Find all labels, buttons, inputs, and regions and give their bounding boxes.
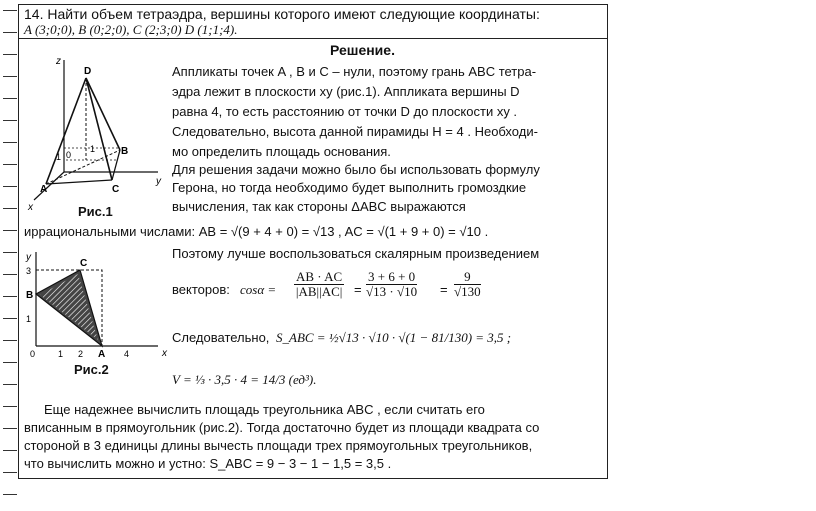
fig1-label-x: x (28, 202, 33, 212)
fig2-label-x: x (162, 348, 167, 359)
ruler-tick (3, 186, 17, 187)
ruler-tick (3, 274, 17, 275)
problem-statement: 14. Найти объем тетраэдра, вершины которого имеют следующие координаты: (24, 6, 540, 22)
text-line: эдра лежит в плоскости xy (рис.1). Аппликата вершины D (172, 84, 520, 99)
solution-heading: Решение. (330, 42, 395, 58)
ruler-tick (3, 76, 17, 77)
fig1-label-one: 1 (90, 144, 96, 154)
figure-2-caption: Рис.2 (74, 362, 109, 377)
text-line: равна 4, то есть расстоянию от точки D до плоскости xy . (172, 104, 518, 119)
fig2-tick-1: 1 (26, 314, 32, 324)
cos-result-denominator: √130 (454, 284, 481, 299)
volume-formula: V = ⅓ · 3,5 · 4 = 14/3 (ед³). (172, 372, 317, 387)
fig2-tick-3: 3 (26, 266, 32, 276)
ruler-tick (3, 10, 17, 11)
fig2-label-b: B (26, 290, 34, 301)
fig1-label-y: y (156, 176, 161, 187)
cos-fraction-1 (294, 270, 344, 299)
fig2-label-y: y (26, 252, 31, 263)
fig1-label-origin: 0 (66, 150, 72, 160)
area-formula: S_ABC = ½√13 · √10 · √(1 − 81/130) = 3,5 ; (276, 330, 512, 345)
fig2-tick-1: 1 (58, 349, 64, 359)
ruler-tick (3, 296, 17, 297)
ruler-tick (3, 406, 17, 407)
fig2-tick-0: 0 (30, 349, 36, 359)
ruler-tick (3, 208, 17, 209)
fig1-label-one: 1 (56, 152, 62, 162)
ruler-tick (3, 384, 17, 385)
ruler-tick (3, 450, 17, 451)
text-line: что вычислить можно и устно: S_ABC = 9 − 3 − 1 − 1,5 = 3,5 . (24, 456, 392, 471)
text-line: Герона, но тогда необходимо будет выполнить громоздкие (172, 180, 527, 195)
ruler-tick (3, 120, 17, 121)
cos-mid-numerator: 3 + 6 + 0 (368, 269, 416, 284)
text-line: мо определить площадь основания. (172, 144, 391, 159)
fig1-label-b: B (121, 146, 129, 157)
ruler-tick (3, 142, 17, 143)
text-line: вписанным в прямоугольник (рис.2). Тогда достаточно будет из площади квадрата со (24, 420, 540, 435)
ruler-tick (3, 428, 17, 429)
text-line: Аппликаты точек A , B и C – нули, поэтому грань ABC тетра- (172, 64, 537, 79)
irrational-line: иррациональными числами: AB = √(9 + 4 + 0) = √13 , AC = √(1 + 9 + 0) = √10 . (24, 224, 489, 239)
text-line: стороной в 3 единицы длины вычесть площади трех прямоугольных треугольников, (24, 438, 533, 453)
fig1-label-d: D (84, 66, 92, 77)
fig2-label-c: C (80, 258, 88, 269)
therefore-label: Следовательно, (172, 330, 270, 345)
cos-denominator: |AB||AC| (295, 284, 343, 299)
ruler-tick (3, 340, 17, 341)
cos-mid-denominator: √13 · √10 (366, 284, 418, 299)
vectors-label: векторов: (172, 282, 230, 297)
text-line: вычисления, так как стороны ΔABC выражаются (172, 199, 466, 214)
ruler-tick (3, 494, 17, 495)
fig1-label-z: z (56, 56, 61, 67)
cos-numerator: AB · AC (296, 269, 343, 284)
cos-fraction-3 (454, 270, 481, 299)
text-line: Поэтому лучше воспользоваться скалярным произведением (172, 246, 540, 261)
ruler-tick (3, 252, 17, 253)
fig1-label-a: A (40, 184, 48, 195)
figure-2-triangle (22, 250, 172, 360)
fig2-tick-4: 4 (124, 349, 130, 359)
text-line: Следовательно, высота данной пирамиды H = 4 . Необходи- (172, 124, 538, 139)
ruler-tick (3, 164, 17, 165)
ruler-tick (3, 318, 17, 319)
figure-1-caption: Рис.1 (78, 204, 113, 219)
ruler-tick (3, 230, 17, 231)
ruler-tick (3, 32, 17, 33)
text-line: Для решения задачи можно было бы использовать формулу (172, 162, 540, 177)
equals-sign: = (440, 282, 448, 297)
header-divider (18, 38, 608, 39)
cos-fraction-2 (366, 270, 417, 299)
ruler-tick (3, 98, 17, 99)
cos-lhs: cosα = (240, 282, 277, 297)
fig1-label-c: C (112, 184, 120, 195)
ruler-tick (3, 362, 17, 363)
ruler-tick (3, 472, 17, 473)
text-line: Еще надежнее вычислить площадь треугольника ABC , если считать его (44, 402, 485, 417)
fig2-label-a: A (98, 349, 106, 360)
figure-1-tetrahedron (26, 52, 166, 212)
problem-coordinates: A (3;0;0), B (0;2;0), C (2;3;0) D (1;1;4). (24, 22, 238, 37)
equals-sign: = (354, 282, 362, 297)
cos-result-numerator: 9 (454, 270, 481, 285)
fig2-tick-2: 2 (78, 349, 84, 359)
ruler-tick (3, 54, 17, 55)
margin-ruler (0, 6, 18, 511)
